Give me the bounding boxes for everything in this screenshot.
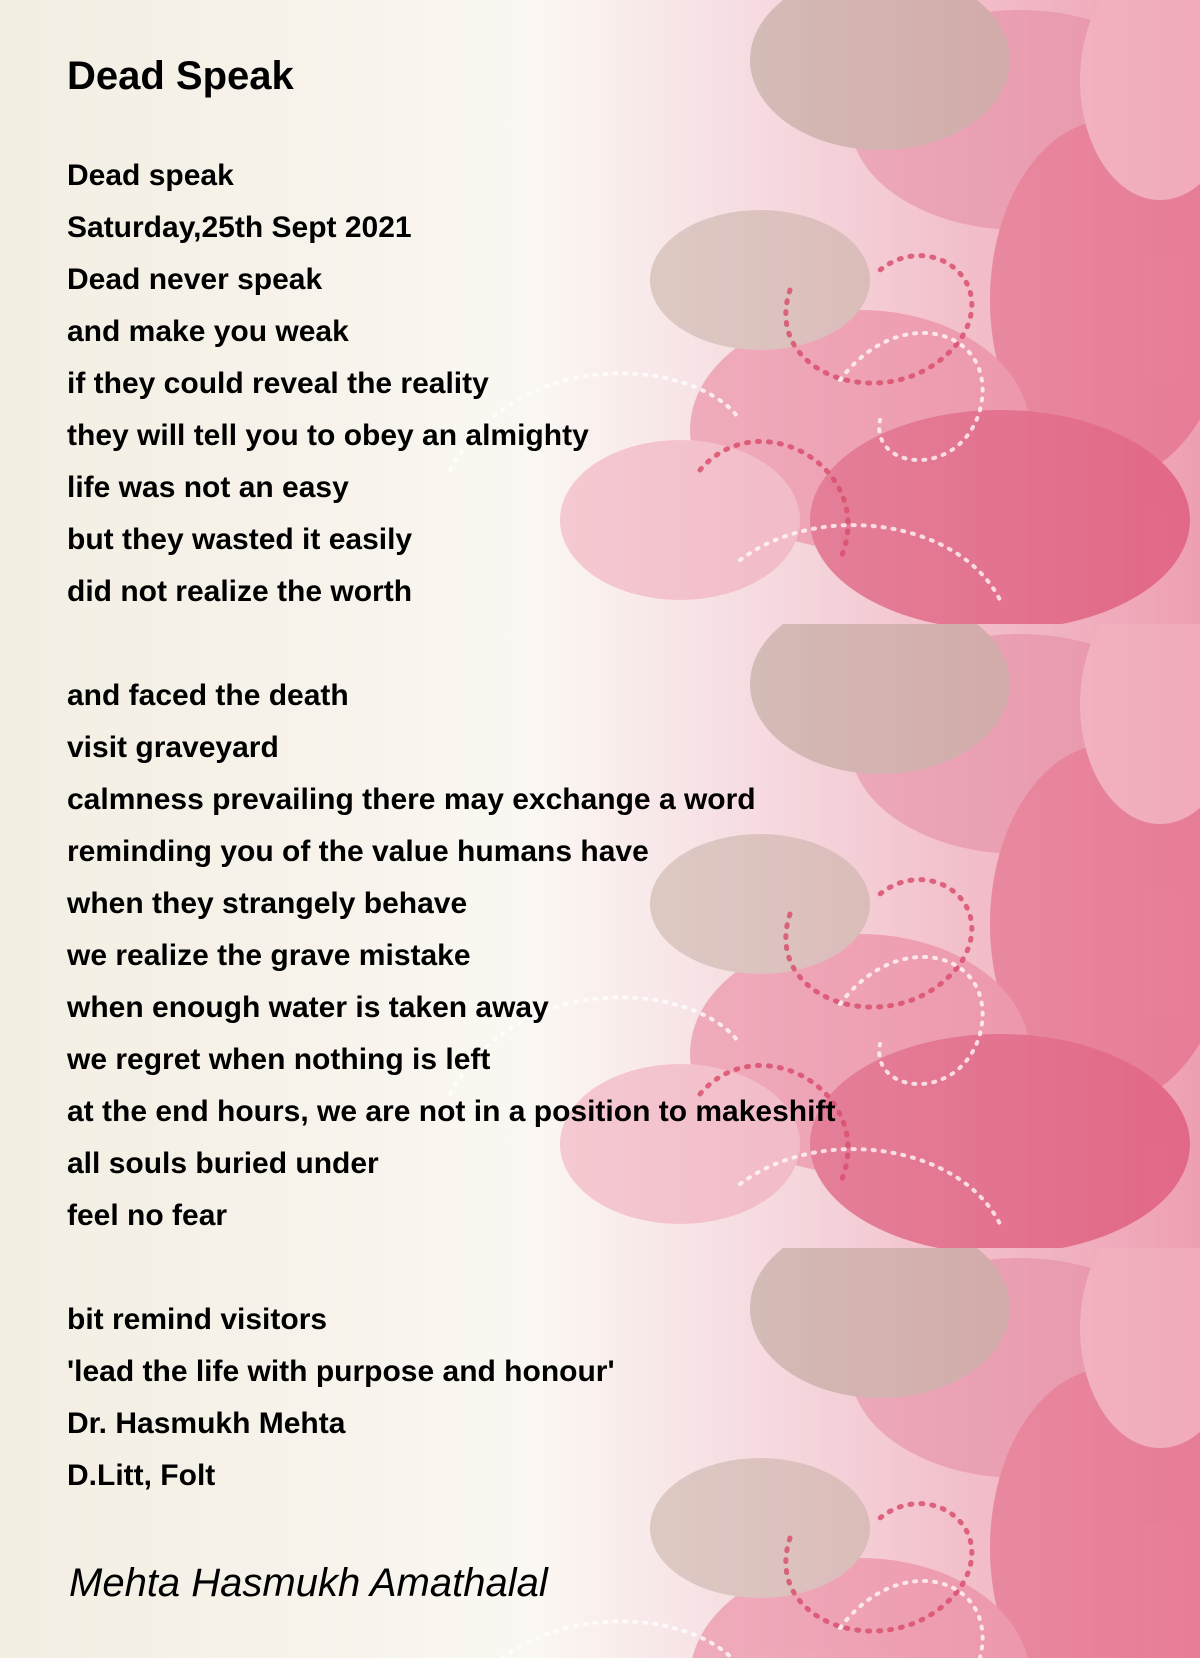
poem-line: at the end hours, we are not in a position to makeshift bbox=[67, 1095, 836, 1128]
poem-line: D.Litt, Folt bbox=[67, 1459, 216, 1492]
poem-line: we realize the grave mistake bbox=[67, 939, 471, 972]
poem-line: and faced the death bbox=[67, 679, 349, 712]
poem-line: Dead speak bbox=[67, 159, 234, 192]
poem-line: when enough water is taken away bbox=[67, 991, 549, 1024]
poem-line: calmness prevailing there may exchange a word bbox=[67, 783, 756, 816]
poem-author: Mehta Hasmukh Amathalal bbox=[69, 1561, 548, 1605]
poem-line: they will tell you to obey an almighty bbox=[67, 419, 589, 452]
poem-title: Dead Speak bbox=[67, 54, 294, 98]
poem-line: life was not an easy bbox=[67, 471, 349, 504]
stanza-break bbox=[67, 618, 835, 670]
poem-line: if they could reveal the reality bbox=[67, 367, 489, 400]
poem-line: bit remind visitors bbox=[67, 1303, 328, 1336]
poem-line: 'lead the life with purpose and honour' bbox=[67, 1355, 615, 1388]
poem-line: Dr. Hasmukh Mehta bbox=[67, 1407, 346, 1440]
poem-line: Saturday,25th Sept 2021 bbox=[67, 211, 412, 244]
poem-line: and make you weak bbox=[67, 315, 349, 348]
poem-line: when they strangely behave bbox=[67, 887, 468, 920]
poem-body bbox=[67, 150, 835, 1502]
stanza-break bbox=[67, 1242, 835, 1294]
poem-line: did not realize the worth bbox=[67, 575, 413, 608]
poem-line: all souls buried under bbox=[67, 1147, 379, 1180]
poem-line: Dead never speak bbox=[67, 263, 323, 296]
poem-line: visit graveyard bbox=[67, 731, 279, 764]
poem-line: reminding you of the value humans have bbox=[67, 835, 649, 868]
poem-line: we regret when nothing is left bbox=[67, 1043, 491, 1076]
poem-line: feel no fear bbox=[67, 1199, 228, 1232]
poem-line: but they wasted it easily bbox=[67, 523, 413, 556]
